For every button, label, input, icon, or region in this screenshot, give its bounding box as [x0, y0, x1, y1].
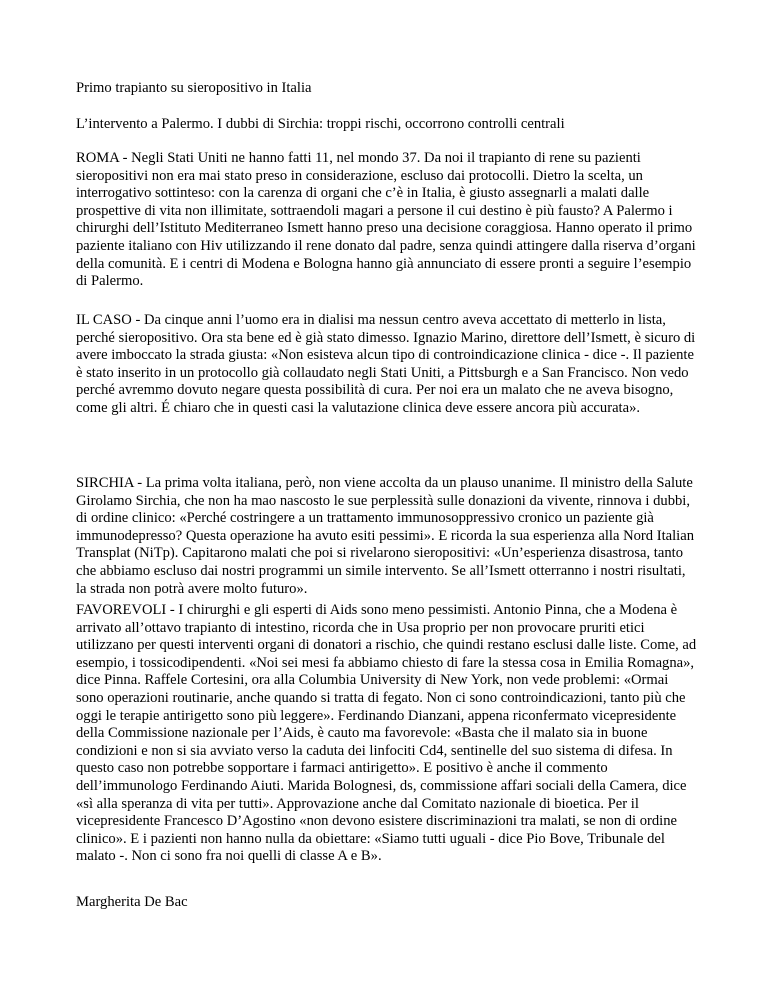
paragraph-roma: ROMA - Negli Stati Uniti ne hanno fatti 11, nel mondo 37. Da noi il trapianto di rene su pazienti sieropositivi non era mai stato preso in considerazione, escluso dai protocolli. Dietro la scelta, un interrogativo sottinteso: con la carenza di organi che c’è in Italia, è giusto assegnarli a malati dalle prospettive di vita non illimitate, sottraendoli magari a persone il cui destino è più fausto? A Palermo i chirurghi dell’Istituto Mediterraneo Ismett hanno preso una decisione coraggiosa. Hanno operato il primo paziente italiano con Hiv utilizzando il rene donato dal padre, senza quindi attingere dalla riserva d’organi della comunità. E i centri di Modena e Bologna hanno già annunciato di essere pronti a seguire l’esempio di Palermo.	[76, 150, 696, 290]
author-signature: Margherita De Bac	[76, 894, 188, 910]
article-title: Primo trapianto su sieropositivo in Italia	[76, 80, 312, 96]
article-subtitle: L’intervento a Palermo. I dubbi di Sirchia: troppi rischi, occorrono controlli centrali	[76, 116, 565, 132]
paragraph-il-caso: IL CASO - Da cinque anni l’uomo era in dialisi ma nessun centro aveva accettato di metterlo in lista, perché sieropositivo. Ora sta bene ed è già stato dimesso. Ignazio Marino, direttore dell’Ismett, è sicuro di avere imboccato la strada giusta: «Non esisteva alcun tipo di controindicazione clinica - dice -. Il paziente è stato inserito in un protocollo già collaudato negli Stati Uniti, a Pittsburgh e a San Francisco. Non vedo perché avremmo dovuto negare questa possibilità di cura. Per noi era un malato che ne aveva bisogno, come gli altri. É chiaro che in questi casi la valutazione clinica deve essere ancora più accurata».	[76, 312, 696, 416]
paragraph-sirchia: SIRCHIA - La prima volta italiana, però, non viene accolta da un plauso unanime. Il ministro della Salute Girolamo Sirchia, che non ha mao nascosto le sue perplessità sulle donazioni da vivente, rinnova i dubbi, di ordine clinico: «Perché costringere a un trattamento immunosoppressivo cronico un paziente già immunodepresso? Questa operazione ha avuto esiti pessimi». E ricorda la sua esperienza alla Nord Italian Transplat (NiTp). Capitarono malati che poi si rivelarono sieropositivi: «Un’esperienza disastrosa, tanto che abbiamo escluso dai nostri programmi un simile intervento. Se all’Ismett otterranno i nostri risultati, la strada non potrà avere molto futuro».	[76, 475, 694, 597]
paragraph-favorevoli: FAVOREVOLI - I chirurghi e gli esperti di Aids sono meno pessimisti. Antonio Pinna, che a Modena è arrivato all’ottavo trapianto di intestino, ricorda che in Usa proprio per non provocare pruriti etici utilizzano per questi interventi organi di donatori a rischio, che quindi restano esclusi dalle liste. Come, ad esempio, i tossicodipendenti. «Noi sei mesi fa abbiamo chiesto di fare la stessa cosa in Emilia Romagna», dice Pinna. Raffele Cortesini, ora alla Columbia University di New York, non vede problemi: «Ormai sono operazioni routinarie, anche quando si tratta di fegato. Non ci sono controindicazioni, tanto più che oggi le terapie antirigetto sono più leggere». Ferdinando Dianzani, appena riconfermato vicepresidente della Commissione nazionale per l’Aids, è cauto ma favorevole: «Basta che il malato sia in buone condizioni e non si sia avviato verso la caduta dei linfociti Cd4, sentinelle del suo sistema di difesa. In questo caso non potrebbe sopportare i farmaci antirigetto». E positivo è anche il commento dell’immunologo Ferdinando Aiuti. Marida Bolognesi, ds, commissione affari sociali della Camera, dice «sì alla speranza di vita per tutti». Approvazione anche dal Comitato nazionale di bioetica. Per il vicepresidente Francesco D’Agostino «non devono esistere discriminazioni tra malati, se non di ordine clinico». E i pazienti non hanno nulla da obiettare: «Siamo tutti uguali - dice Pio Bove, Tribunale del malato -. Non ci sono fra noi quelli di classe A e B».	[76, 602, 697, 865]
